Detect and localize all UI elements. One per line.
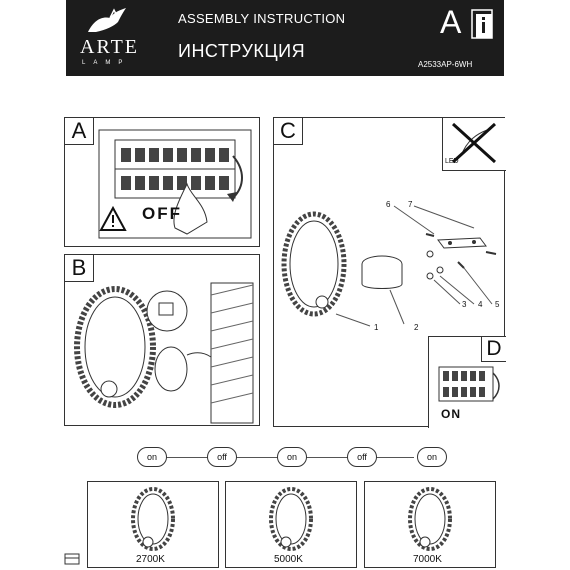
callout-4: 4: [478, 300, 483, 309]
callout-7: 7: [408, 200, 413, 209]
circuit-breaker-on-illustration: [433, 365, 503, 405]
griffin-logo-icon: [84, 6, 130, 36]
temperature-label-2: 5000K: [274, 554, 303, 565]
callout-2: 2: [414, 323, 419, 332]
panel-b: [64, 254, 260, 426]
temperature-box-3: [364, 481, 496, 568]
panel-a: [64, 117, 260, 247]
switch-step-2: off: [207, 447, 237, 467]
panel-d-label: D: [481, 337, 506, 362]
header-bar: [66, 0, 504, 76]
instruction-badge: A: [440, 4, 462, 40]
panel-b-label: B: [65, 255, 94, 282]
panel-a-label: A: [65, 118, 94, 145]
title-english: ASSEMBLY INSTRUCTION: [178, 11, 346, 26]
wall-mounting-illustration: [65, 255, 261, 427]
lamp-warm-icon: [126, 486, 180, 552]
lamp-neutral-icon: [264, 486, 318, 552]
off-label: OFF: [142, 204, 182, 223]
temperature-label-1: 2700K: [136, 554, 165, 565]
callout-3: 3: [462, 300, 467, 309]
brand-subtitle: LAMP: [82, 60, 131, 66]
circuit-breaker-off-illustration: [95, 126, 259, 246]
temperature-box-2: [225, 481, 357, 568]
temperature-box-1: [87, 481, 219, 568]
callout-6: 6: [386, 200, 391, 209]
brand-name: ARTE: [80, 36, 140, 58]
temperature-label-3: 7000K: [413, 554, 442, 565]
model-number: A2533AP-6WH: [418, 60, 473, 69]
panel-c: [273, 117, 505, 427]
switch-step-3: on: [277, 447, 307, 467]
panel-c-label: C: [274, 118, 303, 145]
switch-step-1: on: [137, 447, 167, 467]
led-text: LED: [445, 158, 459, 165]
callout-1: 1: [374, 323, 379, 332]
switch-step-4: off: [347, 447, 377, 467]
page-marker-icon: [64, 553, 80, 565]
on-label: ON: [441, 407, 461, 421]
title-russian: ИНСТРУКЦИЯ: [178, 41, 306, 61]
lamp-cool-icon: [403, 486, 457, 552]
panel-d: [428, 336, 506, 428]
switch-step-5: on: [417, 447, 447, 467]
callout-5: 5: [495, 300, 500, 309]
info-booklet-icon: [470, 8, 496, 40]
